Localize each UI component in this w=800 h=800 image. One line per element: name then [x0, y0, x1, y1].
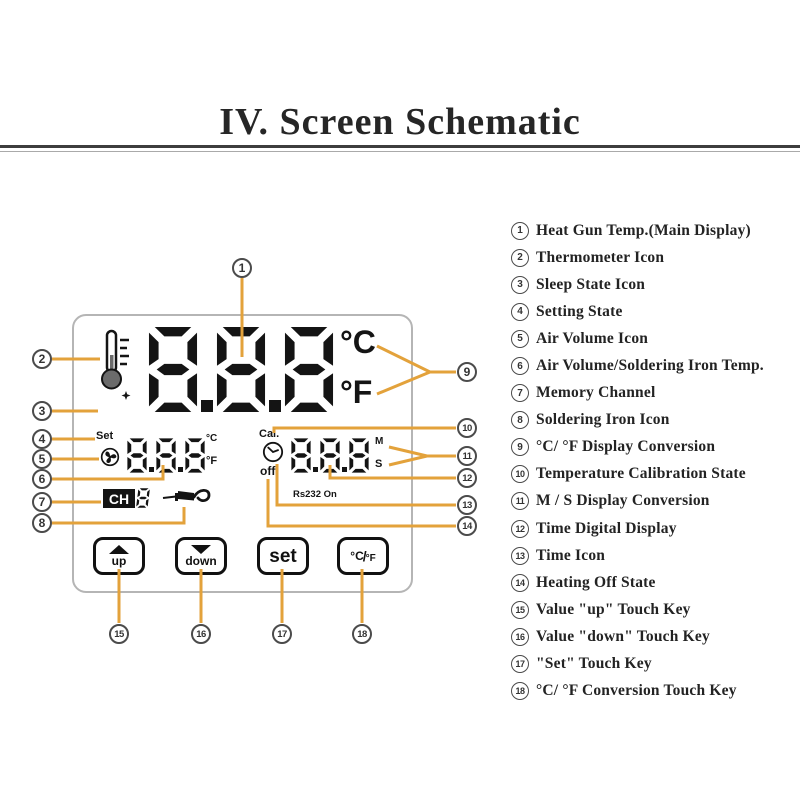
legend-label: Time Icon: [536, 546, 606, 564]
soldering-iron-icon: [162, 487, 214, 509]
time-display-lcd: [291, 438, 369, 473]
callout-circle-3: 3: [32, 401, 52, 421]
callout-circle-14: 14: [457, 516, 477, 536]
rs232-label: Rs232 On: [293, 489, 337, 500]
legend-label: Value "down" Touch Key: [536, 627, 710, 645]
title-divider-thin: [0, 151, 800, 152]
triangle-down-icon: [191, 545, 211, 554]
legend-item: [511, 569, 764, 596]
callout-circle-13: 13: [457, 495, 477, 515]
callout-circle-12: 12: [457, 468, 477, 488]
callout-circle-9: 9: [457, 362, 477, 382]
legend-item: [511, 298, 764, 325]
legend-number: 18: [511, 682, 529, 700]
legend-item: [511, 380, 764, 407]
seven-segment-digit: [349, 438, 369, 473]
second-label: S: [375, 458, 383, 470]
legend-number: 16: [511, 628, 529, 646]
cf-key-celsius: °C: [350, 549, 364, 563]
main-display-lcd: [148, 326, 334, 413]
legend-item: [511, 542, 764, 569]
legend-item: [511, 271, 764, 298]
callout-circle-18: 18: [352, 624, 372, 644]
value-down-touch-key: [175, 537, 227, 575]
legend-label: °C/ °F Conversion Touch Key: [536, 682, 737, 700]
seven-segment-digit: [136, 488, 150, 508]
callout-circle-16: 16: [191, 624, 211, 644]
calibration-label: Cal.: [259, 428, 280, 440]
legend-label: Heat Gun Temp.(Main Display): [536, 221, 751, 239]
clock-icon: [262, 441, 284, 463]
callout-circle-6: 6: [32, 469, 52, 489]
legend-item: [511, 217, 764, 244]
legend-label: °C/ °F Display Conversion: [536, 438, 716, 456]
legend-label: Value "up" Touch Key: [536, 600, 691, 618]
title-divider-thick: [0, 145, 800, 148]
seven-segment-digit: [320, 438, 340, 473]
callout-circle-8: 8: [32, 513, 52, 533]
seven-segment-digit: [291, 438, 311, 473]
callout-circle-1: 1: [232, 258, 252, 278]
legend-label: Soldering Iron Icon: [536, 411, 670, 429]
set-key-label: set: [269, 545, 297, 567]
legend-item: [511, 678, 764, 705]
cf-key-slash: /: [362, 548, 367, 564]
legend-item: [511, 352, 764, 379]
main-fahrenheit-label: °F: [340, 374, 373, 410]
legend-number: 6: [511, 357, 529, 375]
legend-number: 10: [511, 465, 529, 483]
triangle-up-icon: [109, 545, 129, 554]
legend-item: [511, 623, 764, 650]
channel-number-lcd: [136, 488, 150, 508]
minute-label: M: [375, 436, 384, 447]
callout-circle-7: 7: [32, 492, 52, 512]
legend-number: 5: [511, 330, 529, 348]
legend-list: [511, 217, 764, 705]
callout-circle-17: 17: [272, 624, 292, 644]
legend-label: Time Digital Display: [536, 519, 677, 537]
seven-segment-digit: [127, 438, 147, 473]
legend-number: 14: [511, 574, 529, 592]
legend-label: "Set" Touch Key: [536, 655, 652, 673]
up-key-label: up: [111, 554, 127, 568]
legend-number: 13: [511, 547, 529, 565]
seven-segment-digit: [185, 438, 205, 473]
legend-number: 11: [511, 492, 529, 510]
legend-item: [511, 244, 764, 271]
legend-item: [511, 596, 764, 623]
sub-left-fahrenheit-label: °F: [206, 455, 218, 467]
seven-segment-digit: [148, 326, 198, 413]
cf-key-fahrenheit: °F: [365, 553, 376, 564]
page-title: IV. Screen Schematic: [219, 101, 581, 143]
callout-circle-4: 4: [32, 429, 52, 449]
legend-label: Heating Off State: [536, 573, 656, 591]
callout-circle-11: 11: [457, 446, 477, 466]
legend-item: [511, 515, 764, 542]
legend-number: 9: [511, 438, 529, 456]
legend-label: Air Volume/Soldering Iron Temp.: [536, 357, 764, 375]
down-key-label: down: [185, 554, 217, 568]
legend-label: Setting State: [536, 302, 623, 320]
legend-item: [511, 651, 764, 678]
legend-item: [511, 488, 764, 515]
heating-off-label: off: [260, 464, 276, 478]
legend-item: [511, 461, 764, 488]
set-state-label: Set: [96, 430, 114, 442]
legend-number: 7: [511, 384, 529, 402]
legend-item: [511, 325, 764, 352]
legend-number: 8: [511, 411, 529, 429]
legend-number: 3: [511, 276, 529, 294]
callout-circle-10: 10: [457, 418, 477, 438]
legend-label: Sleep State Icon: [536, 275, 646, 293]
legend-item: [511, 434, 764, 461]
legend-label: Thermometer Icon: [536, 248, 665, 266]
set-touch-key: [257, 537, 309, 575]
seven-segment-digit: [284, 326, 334, 413]
sub-left-celsius-label: °C: [206, 433, 218, 444]
legend-label: Temperature Calibration State: [536, 465, 746, 483]
seven-segment-digit: [216, 326, 266, 413]
legend-number: 1: [511, 222, 529, 240]
fan-icon: [100, 447, 120, 467]
legend-number: 2: [511, 249, 529, 267]
value-up-touch-key: [93, 537, 145, 575]
legend-label: Air Volume Icon: [536, 329, 649, 347]
legend-label: Memory Channel: [536, 384, 656, 402]
legend-label: M / S Display Conversion: [536, 492, 710, 510]
thermometer-icon: [99, 328, 133, 390]
moon-sleep-icon: [101, 391, 132, 418]
airvolume-temp-lcd: [127, 438, 205, 473]
legend-number: 4: [511, 303, 529, 321]
seven-segment-digit: [156, 438, 176, 473]
callout-circle-15: 15: [109, 624, 129, 644]
legend-number: 12: [511, 520, 529, 538]
main-celsius-label: °C: [340, 324, 376, 360]
legend-number: 15: [511, 601, 529, 619]
legend-number: 17: [511, 655, 529, 673]
callout-circle-2: 2: [32, 349, 52, 369]
cf-conversion-touch-key: [337, 537, 389, 575]
memory-channel-badge: CH: [103, 489, 135, 508]
legend-item: [511, 407, 764, 434]
callout-circle-5: 5: [32, 449, 52, 469]
